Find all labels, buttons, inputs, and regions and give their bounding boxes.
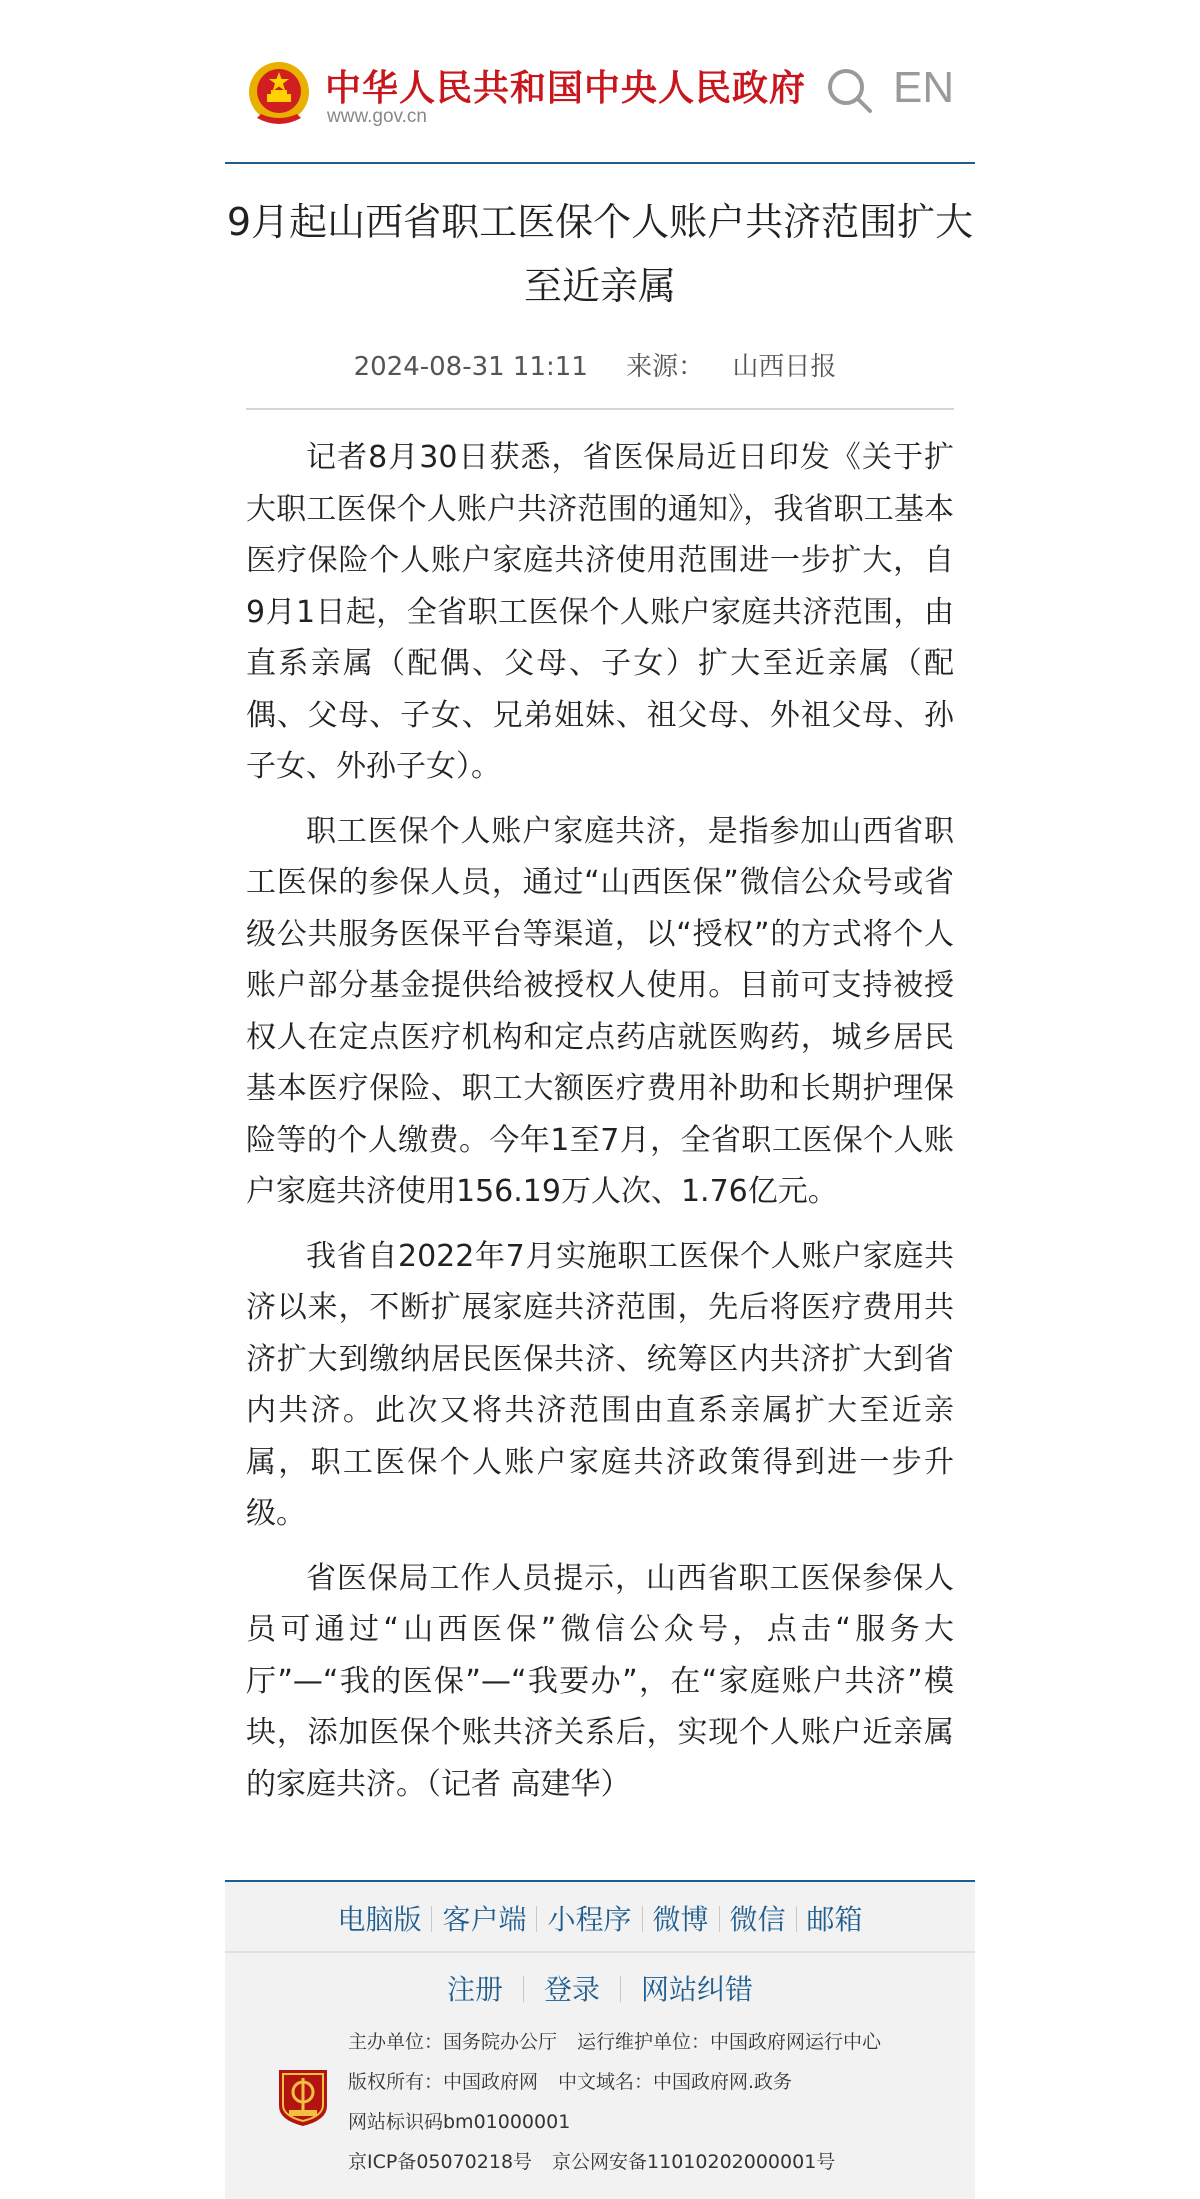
article-paragraph: 记者8月30日获悉，省医保局近日印发《关于扩大职工医保个人账户共济范围的通知》，我省职工基本医疗保险个人账户家庭共济使用范围进一步扩大，自9月1日起，全省职工医保个人账户家庭共济范围，由直系亲属（配偶、父母、子女）扩大至近亲属（配偶、父母、子女、兄弟姐妹、祖父母、外祖父母、孙子女、外孙子女）。 [246, 440, 954, 784]
separator [796, 1906, 797, 1932]
footer-link-client[interactable]: 客户端 [442, 1903, 527, 1936]
separator [536, 1906, 537, 1932]
site-footer [225, 1880, 975, 2199]
footer-info [348, 2022, 881, 2182]
article-body [246, 432, 954, 1823]
register-link[interactable]: 注册 [446, 1973, 503, 2006]
article-meta [225, 346, 975, 383]
english-link[interactable]: EN [893, 63, 955, 112]
header-divider [225, 162, 975, 164]
footer-account-nav [225, 1968, 975, 2008]
footer-nav [225, 1898, 975, 1938]
article-paragraph: 我省自2022年7月实施职工医保个人账户家庭共济以来，不断扩展家庭共济范围，先后将医疗费用共济扩大到缴纳居民医保共济、统筹区内共济扩大到省内共济。此次又将共济范围由直系亲属扩大至近亲属，职工医保个人账户家庭共济政策得到进一步升级。 [246, 1238, 954, 1531]
source-name: 山西日报 [732, 352, 837, 382]
footer-link-desktop[interactable]: 电脑版 [337, 1903, 422, 1936]
domain-text: 中文域名：中国政府网.政务 [558, 2071, 793, 2093]
sponsor-text: 主办单位：国务院办公厅 [348, 2031, 558, 2053]
party-government-badge-icon[interactable] [275, 2066, 331, 2128]
login-link[interactable]: 登录 [543, 1973, 600, 2006]
site-url: www.gov.cn [327, 106, 427, 127]
site-header [225, 40, 975, 162]
article-source [616, 352, 846, 382]
separator [719, 1906, 720, 1932]
footer-link-email[interactable]: 邮箱 [806, 1903, 863, 1936]
footer-link-wechat[interactable]: 微信 [729, 1903, 786, 1936]
icp-link[interactable]: 京ICP备05070218号 [348, 2151, 533, 2173]
site-id-text: 网站标识码bm01000001 [348, 2111, 571, 2133]
meta-divider [246, 408, 954, 410]
source-label: 来源： [626, 352, 705, 382]
footer-divider [225, 1880, 975, 1882]
search-icon[interactable] [825, 66, 873, 114]
police-record-link[interactable]: 京公网安备11010202000001号 [552, 2151, 836, 2173]
article-title: 9月起山西省职工医保个人账户共济范围扩大至近亲属 [226, 200, 974, 308]
separator [523, 1976, 524, 2002]
national-emblem-icon[interactable] [247, 58, 311, 128]
error-report-link[interactable]: 网站纠错 [641, 1973, 754, 2006]
article-paragraph: 职工医保个人账户家庭共济，是指参加山西省职工医保的参保人员，通过“山西医保”微信公众号或省级公共服务医保平台等渠道，以“授权”的方式将个人账户部分基金提供给被授权人使用。目前可支持被授权人在定点医疗机构和定点药店就医购药，城乡居民基本医疗保险、职工大额医疗费用补助和长期护理保险等的个人缴费。今年1至7月，全省职工医保个人账户家庭共济使用156.19万人次、1.76亿元。 [246, 813, 954, 1209]
article-date: 2024-08-31 11:11 [353, 352, 588, 382]
footer-link-miniprogram[interactable]: 小程序 [547, 1903, 632, 1936]
footer-inner-divider [225, 1951, 975, 1953]
separator [431, 1906, 432, 1932]
operator-text: 运行维护单位：中国政府网运行中心 [577, 2031, 882, 2053]
separator [620, 1976, 621, 2002]
article-paragraph: 省医保局工作人员提示，山西省职工医保参保人员可通过“山西医保”微信公众号，点击“服务大厅”—“我的医保”—“我要办”，在“家庭账户共济”模块，添加医保个账共济关系后，实现个人账户近亲属的家庭共济。（记者 高建华） [246, 1560, 954, 1802]
copyright-text: 版权所有：中国政府网 [348, 2071, 539, 2093]
separator [642, 1906, 643, 1932]
footer-link-weibo[interactable]: 微博 [652, 1903, 709, 1936]
site-name[interactable]: 中华人民共和国中央人民政府 [325, 68, 807, 109]
